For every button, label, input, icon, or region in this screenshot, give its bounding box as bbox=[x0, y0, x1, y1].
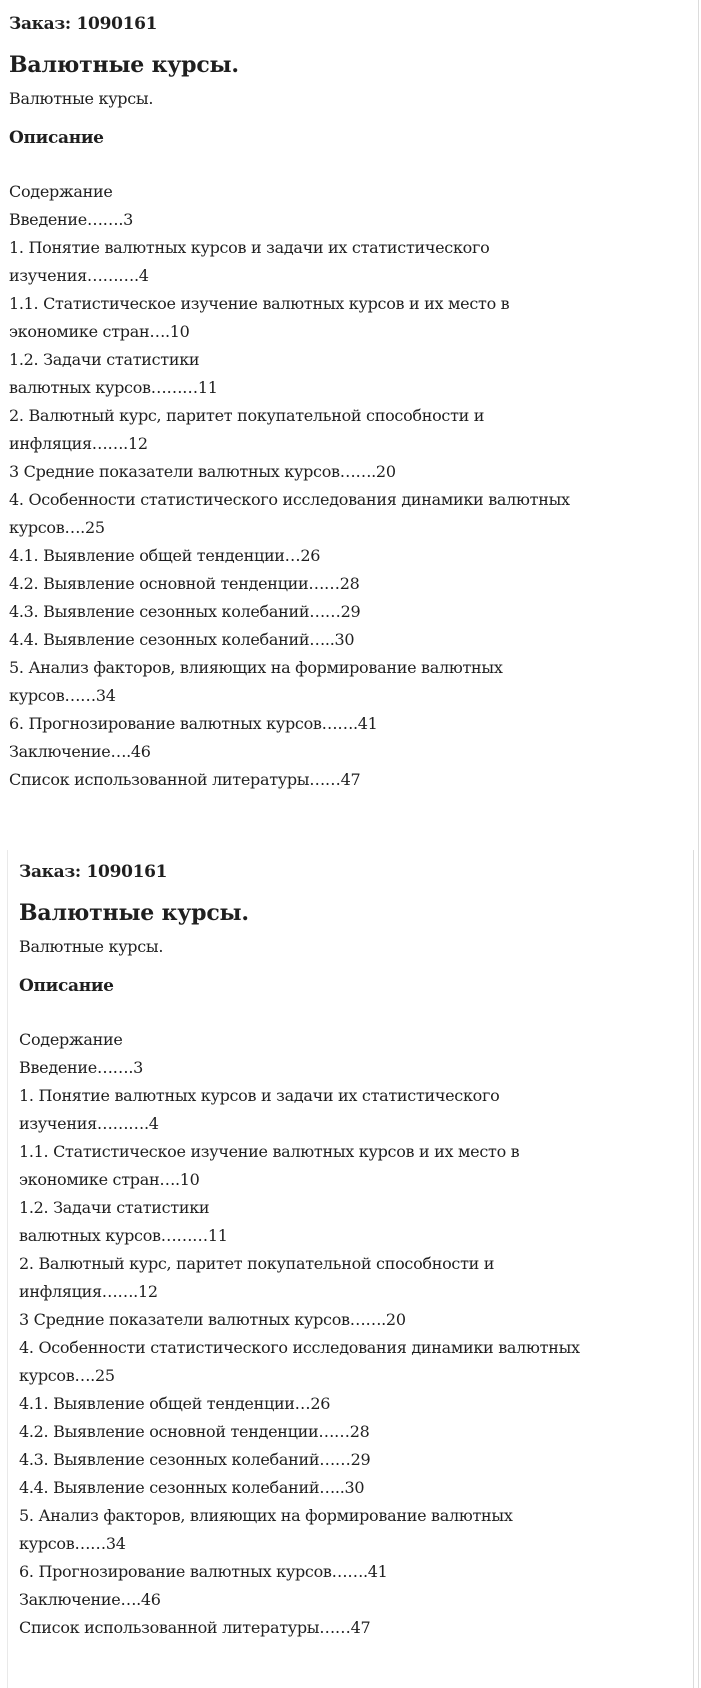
toc-item: 2. Валютный курс, паритет покупательной способности и инфляция…….12 bbox=[19, 1254, 495, 1301]
toc-item: 3 Средние показатели валютных курсов…….20 bbox=[9, 462, 396, 481]
toc-item: 5. Анализ факторов, влияющих на формирование валютных курсов……34 bbox=[19, 1506, 513, 1553]
toc-item: 2. Валютный курс, паритет покупательной способности и инфляция…….12 bbox=[9, 406, 485, 453]
toc-item: 4.3. Выявление сезонных колебаний……29 bbox=[9, 602, 361, 621]
toc-item: 4. Особенности статистического исследования динамики валютных курсов….25 bbox=[19, 1338, 580, 1385]
page-title: Валютные курсы. bbox=[9, 52, 239, 78]
toc-item: Заключение….46 bbox=[9, 742, 151, 761]
order-number: Заказ: 1090161 bbox=[19, 862, 168, 882]
toc-item: Содержание bbox=[9, 182, 113, 201]
toc-item: 6. Прогнозирование валютных курсов…….41 bbox=[19, 1562, 388, 1581]
order-number: Заказ: 1090161 bbox=[9, 14, 158, 34]
page-title: Валютные курсы. bbox=[19, 900, 249, 926]
toc-item: 3 Средние показатели валютных курсов…….20 bbox=[19, 1310, 406, 1329]
toc-item: 4. Особенности статистического исследования динамики валютных курсов….25 bbox=[9, 490, 570, 537]
table-of-contents bbox=[9, 178, 699, 794]
toc-item: 1.1. Статистическое изучение валютных курсов и их место в экономике стран….10 bbox=[19, 1142, 520, 1189]
order-card-bottom bbox=[7, 850, 694, 1688]
page-subtitle: Валютные курсы. bbox=[9, 89, 154, 108]
toc-item: 4.2. Выявление основной тенденции……28 bbox=[9, 574, 360, 593]
toc-item: 1. Понятие валютных курсов и задачи их статистического изучения……….4 bbox=[9, 238, 490, 285]
toc-item: 4.4. Выявление сезонных колебаний…..30 bbox=[19, 1478, 365, 1497]
toc-item: Содержание bbox=[19, 1030, 123, 1049]
toc-item: 4.1. Выявление общей тенденции…26 bbox=[9, 546, 321, 565]
toc-item: 4.1. Выявление общей тенденции…26 bbox=[19, 1394, 331, 1413]
page-subtitle: Валютные курсы. bbox=[19, 937, 164, 956]
toc-item: Введение…….3 bbox=[9, 210, 134, 229]
toc-item: 1. Понятие валютных курсов и задачи их статистического изучения……….4 bbox=[19, 1086, 500, 1133]
toc-item: 6. Прогнозирование валютных курсов…….41 bbox=[9, 714, 378, 733]
toc-item: 4.4. Выявление сезонных колебаний…..30 bbox=[9, 630, 355, 649]
toc-item: Список использованной литературы……47 bbox=[19, 1618, 371, 1637]
toc-item: Список использованной литературы……47 bbox=[9, 770, 361, 789]
table-of-contents bbox=[19, 1026, 693, 1642]
toc-item: 1.1. Статистическое изучение валютных курсов и их место в экономике стран….10 bbox=[9, 294, 510, 341]
toc-item: 4.2. Выявление основной тенденции……28 bbox=[19, 1422, 370, 1441]
toc-item: Введение…….3 bbox=[19, 1058, 144, 1077]
description-heading: Описание bbox=[9, 128, 104, 148]
toc-item: 5. Анализ факторов, влияющих на формирование валютных курсов……34 bbox=[9, 658, 503, 705]
toc-item: 4.3. Выявление сезонных колебаний……29 bbox=[19, 1450, 371, 1469]
toc-item: 1.2. Задачи статистики валютных курсов………11 bbox=[9, 350, 218, 397]
toc-item: 1.2. Задачи статистики валютных курсов………11 bbox=[19, 1198, 228, 1245]
order-card-top bbox=[0, 0, 699, 840]
toc-item: Заключение….46 bbox=[19, 1590, 161, 1609]
description-heading: Описание bbox=[19, 976, 114, 996]
